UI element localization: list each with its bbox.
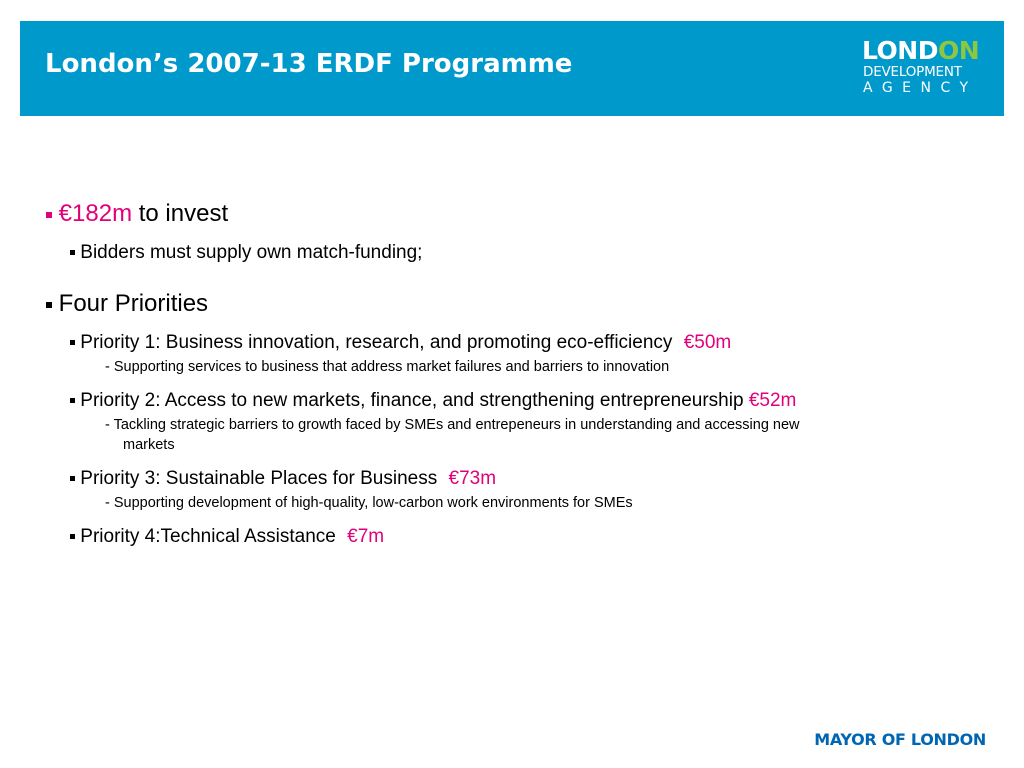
match-funding-text: Bidders must supply own match-funding; [80,242,423,263]
priority-2-label: Priority 2: Access to new markets, finance, and strengthening entrepreneurship [80,390,744,411]
bullet-square-icon [70,534,75,539]
priority-3-desc: - Supporting development of high-quality, low-carbon work environments for SMEs [105,495,633,511]
priorities-heading: Four Priorities [58,290,209,317]
priority-1-amount: €50m [683,332,732,353]
logo-line-2: DEVELOPMENT [863,64,962,80]
bullet-square-icon [70,340,75,345]
priority-1 [70,332,731,354]
bullet-square-icon [46,212,52,218]
mayor-of-london-logo: MAYOR OF LONDON [814,730,986,749]
priority-1-label: Priority 1: Business innovation, research, and promoting eco-efficiency [80,332,673,353]
bullet-invest [46,200,228,228]
priority-2-desc-line-1: - Tackling strategic barriers to growth faced by SMEs and entrepeneurs in understanding and accessing new [105,417,800,433]
bullet-four-priorities [46,290,208,318]
priority-2 [70,390,796,412]
bullet-match-funding [70,242,422,264]
priority-4 [70,526,384,548]
priority-3 [70,468,496,490]
logo-part-1: LOND [862,36,938,65]
bullet-square-icon [70,398,75,403]
priority-4-amount: €7m [347,526,385,547]
bullet-square-icon [70,250,75,255]
priority-4-label: Priority 4:Technical Assistance [80,526,336,547]
logo-part-2: ON [937,36,980,65]
logo-line-3: AGENCY [863,80,978,96]
invest-amount: €182m [58,200,133,227]
invest-text: to invest [138,200,229,227]
priority-3-label: Priority 3: Sustainable Places for Business [80,468,438,489]
bullet-square-icon [70,476,75,481]
priority-2-desc-line-2: markets [123,437,175,453]
priority-1-desc: - Supporting services to business that address market failures and barriers to innovation [105,359,670,375]
bullet-square-icon [46,302,52,308]
priority-3-amount: €73m [448,468,497,489]
slide-title: London’s 2007-13 ERDF Programme [45,49,573,79]
priority-2-amount: €52m [748,390,797,411]
